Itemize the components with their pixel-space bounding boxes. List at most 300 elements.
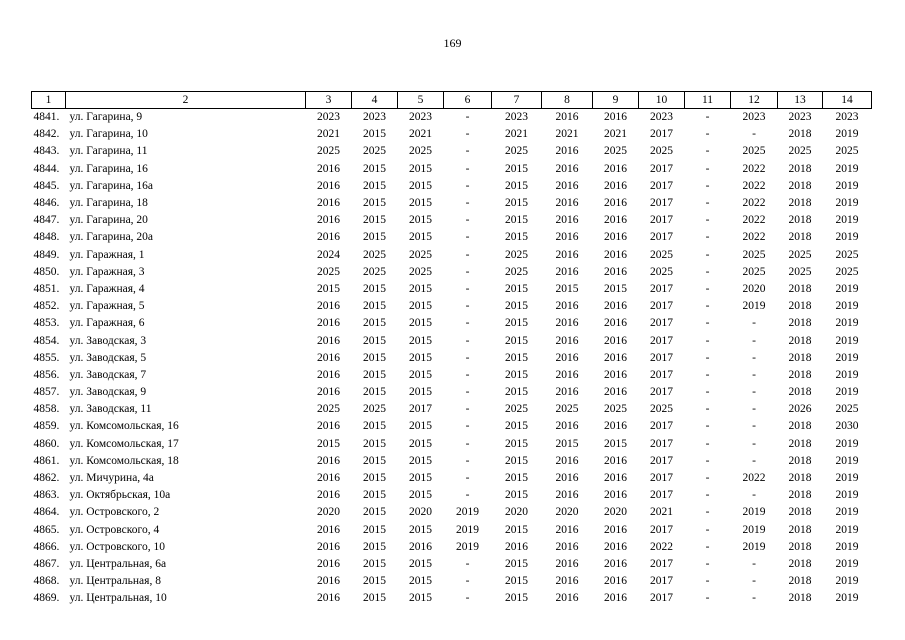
address-cell: ул. Заводская, 9: [69, 386, 147, 399]
year-cell: 2025: [742, 145, 766, 158]
year-cell: 2018: [788, 282, 812, 295]
table-row: [32, 539, 872, 556]
year-cell: 2019: [835, 214, 859, 227]
year-cell: 2016: [317, 575, 340, 588]
year-cell: 2025: [363, 145, 386, 158]
year-cell: 2016: [555, 334, 579, 347]
address-cell: ул. Гаражная, 3: [69, 265, 145, 278]
year-cell: 2016: [555, 540, 579, 553]
address-cell: ул. Островского, 2: [69, 506, 160, 519]
year-cell: 2016: [604, 300, 627, 313]
year-cell: 2022: [742, 472, 766, 485]
year-cell: 2015: [505, 282, 528, 295]
year-cell: 2025: [363, 248, 386, 261]
year-cell: 2018: [788, 454, 812, 467]
year-cell: 2016: [555, 420, 579, 433]
row-number: 4858.: [33, 403, 60, 416]
year-cell: 2015: [604, 282, 627, 295]
year-cell: -: [465, 282, 470, 295]
year-cell: 2019: [742, 506, 766, 519]
year-cell: -: [705, 540, 710, 553]
address-cell: ул. Центральная, 6а: [69, 557, 167, 570]
year-cell: 2017: [650, 351, 673, 364]
year-cell: -: [705, 145, 710, 158]
year-cell: 2022: [742, 231, 766, 244]
year-cell: -: [705, 128, 710, 141]
year-cell: 2015: [363, 351, 386, 364]
year-cell: 2016: [555, 592, 579, 605]
address-cell: ул. Заводская, 5: [69, 351, 147, 364]
address-cell: ул. Заводская, 3: [69, 334, 147, 347]
year-cell: 2017: [650, 317, 673, 330]
year-cell: 2020: [742, 282, 766, 295]
year-cell: -: [752, 368, 756, 381]
table-row: [32, 126, 872, 143]
year-cell: 2019: [742, 540, 766, 553]
year-cell: 2016: [604, 351, 627, 364]
year-cell: -: [752, 489, 756, 502]
year-cell: 2016: [317, 368, 340, 381]
year-cell: 2021: [505, 128, 528, 141]
row-number: 4843.: [33, 145, 60, 158]
table-row: [32, 384, 872, 401]
year-cell: 2015: [363, 128, 386, 141]
year-cell: 2016: [604, 162, 627, 175]
year-cell: 2016: [555, 523, 579, 536]
table-row: [32, 350, 872, 367]
year-cell: 2015: [363, 300, 386, 313]
table-row: [32, 470, 872, 487]
year-cell: 2015: [409, 420, 432, 433]
table-row: [32, 453, 872, 470]
column-header: 6: [444, 92, 492, 109]
table-row: [32, 487, 872, 504]
address-cell: ул. Островского, 10: [69, 540, 165, 553]
year-cell: 2016: [555, 197, 579, 210]
year-cell: 2025: [409, 145, 432, 158]
row-number: 4841.: [33, 111, 60, 124]
year-cell: 2022: [742, 214, 766, 227]
address-cell: ул. Гаражная, 6: [69, 317, 145, 330]
year-cell: -: [705, 557, 710, 570]
year-cell: 2016: [317, 317, 340, 330]
year-cell: 2021: [409, 128, 432, 141]
address-cell: ул. Центральная, 10: [69, 592, 167, 605]
year-cell: 2016: [317, 197, 340, 210]
year-cell: -: [705, 437, 710, 450]
address-cell: ул. Мичурина, 4а: [69, 472, 154, 485]
year-cell: 2015: [363, 317, 386, 330]
year-cell: 2016: [555, 454, 579, 467]
year-cell: 2019: [456, 523, 479, 536]
year-cell: 2025: [363, 265, 386, 278]
year-cell: 2019: [835, 162, 859, 175]
address-cell: ул. Гагарина, 16: [69, 162, 148, 175]
year-cell: 2025: [505, 403, 528, 416]
year-cell: 2016: [409, 540, 432, 553]
year-cell: 2018: [788, 231, 812, 244]
year-cell: 2015: [505, 472, 528, 485]
year-cell: 2016: [604, 472, 627, 485]
year-cell: 2016: [555, 265, 579, 278]
year-cell: 2015: [409, 351, 432, 364]
year-cell: 2022: [742, 179, 766, 192]
year-cell: 2016: [604, 248, 627, 261]
year-cell: 2019: [456, 540, 479, 553]
year-cell: 2016: [555, 351, 579, 364]
year-cell: -: [465, 454, 470, 467]
year-cell: 2015: [363, 282, 386, 295]
year-cell: -: [752, 420, 756, 433]
year-cell: 2025: [409, 265, 432, 278]
year-cell: 2016: [555, 162, 579, 175]
year-cell: -: [465, 111, 470, 124]
year-cell: 2015: [409, 575, 432, 588]
year-cell: 2022: [742, 162, 766, 175]
year-cell: 2015: [409, 489, 432, 502]
column-header: 4: [352, 92, 398, 109]
year-cell: 2021: [604, 128, 627, 141]
year-cell: -: [752, 351, 756, 364]
table-row: [32, 367, 872, 384]
year-cell: 2015: [363, 592, 386, 605]
year-cell: 2020: [505, 506, 528, 519]
year-cell: 2025: [650, 145, 673, 158]
year-cell: 2025: [835, 265, 859, 278]
header-row: [32, 92, 872, 109]
row-number: 4849.: [33, 248, 60, 261]
year-cell: 2017: [650, 523, 673, 536]
year-cell: 2018: [788, 300, 812, 313]
year-cell: 2015: [409, 179, 432, 192]
year-cell: 2018: [788, 317, 812, 330]
year-cell: 2015: [363, 334, 386, 347]
year-cell: -: [465, 248, 470, 261]
year-cell: 2015: [363, 575, 386, 588]
year-cell: 2019: [835, 231, 859, 244]
year-cell: 2017: [650, 282, 673, 295]
year-cell: 2020: [555, 506, 579, 519]
year-cell: 2018: [788, 162, 812, 175]
table-row: [32, 436, 872, 453]
table-row: [32, 522, 872, 539]
year-cell: 2019: [835, 472, 859, 485]
year-cell: 2019: [835, 575, 859, 588]
year-cell: 2015: [409, 472, 432, 485]
address-cell: ул. Гаражная, 1: [69, 248, 145, 261]
year-cell: 2015: [363, 437, 386, 450]
year-cell: -: [705, 454, 710, 467]
year-cell: 2015: [363, 506, 386, 519]
address-cell: ул. Гагарина, 16а: [69, 179, 154, 192]
year-cell: 2022: [650, 540, 673, 553]
year-cell: 2015: [505, 592, 528, 605]
row-number: 4847.: [33, 214, 60, 227]
year-cell: 2018: [788, 128, 812, 141]
year-cell: -: [705, 403, 710, 416]
year-cell: -: [705, 214, 710, 227]
year-cell: 2015: [555, 282, 579, 295]
year-cell: 2016: [317, 454, 340, 467]
year-cell: 2016: [555, 300, 579, 313]
year-cell: 2023: [317, 111, 340, 124]
year-cell: 2019: [835, 179, 859, 192]
table-row: [32, 590, 872, 607]
year-cell: -: [465, 368, 470, 381]
year-cell: 2018: [788, 575, 812, 588]
address-cell: ул. Заводская, 7: [69, 368, 147, 381]
row-number: 4845.: [33, 179, 60, 192]
year-cell: 2019: [835, 368, 859, 381]
year-cell: -: [705, 282, 710, 295]
year-cell: 2016: [317, 231, 340, 244]
year-cell: 2016: [555, 111, 579, 124]
year-cell: 2017: [650, 592, 673, 605]
year-cell: 2016: [555, 214, 579, 227]
year-cell: -: [465, 351, 470, 364]
year-cell: 2016: [604, 111, 627, 124]
year-cell: 2015: [409, 557, 432, 570]
year-cell: -: [752, 557, 756, 570]
address-cell: ул. Комсомольская, 16: [69, 420, 179, 433]
year-cell: 2025: [604, 403, 627, 416]
column-header: 8: [542, 92, 593, 109]
year-cell: -: [705, 317, 710, 330]
year-cell: 2025: [555, 403, 579, 416]
address-cell: ул. Октябрьская, 10а: [69, 489, 171, 502]
row-number: 4848.: [33, 231, 60, 244]
year-cell: 2015: [363, 540, 386, 553]
table-row: [32, 315, 872, 332]
year-cell: 2015: [363, 179, 386, 192]
year-cell: -: [465, 231, 470, 244]
table-row: [32, 229, 872, 246]
year-cell: 2025: [409, 248, 432, 261]
year-cell: 2016: [604, 592, 627, 605]
year-cell: 2019: [835, 334, 859, 347]
year-cell: 2018: [788, 592, 812, 605]
year-cell: 2015: [409, 523, 432, 536]
year-cell: 2015: [505, 334, 528, 347]
year-cell: 2016: [317, 472, 340, 485]
year-cell: 2017: [650, 437, 673, 450]
year-cell: 2019: [835, 300, 859, 313]
year-cell: -: [465, 197, 470, 210]
year-cell: 2018: [788, 557, 812, 570]
table-row: [32, 161, 872, 178]
year-cell: 2017: [650, 231, 673, 244]
year-cell: 2016: [604, 265, 627, 278]
year-cell: -: [705, 197, 710, 210]
year-cell: -: [465, 403, 470, 416]
year-cell: 2018: [788, 523, 812, 536]
column-header: 7: [492, 92, 542, 109]
year-cell: 2015: [363, 214, 386, 227]
year-cell: 2016: [505, 540, 528, 553]
row-number: 4866.: [33, 540, 60, 553]
year-cell: 2020: [409, 506, 432, 519]
year-cell: 2016: [555, 557, 579, 570]
table-row: [32, 247, 872, 264]
year-cell: 2023: [363, 111, 386, 124]
year-cell: 2017: [650, 128, 673, 141]
year-cell: 2015: [409, 368, 432, 381]
year-cell: 2019: [835, 454, 859, 467]
year-cell: 2015: [555, 437, 579, 450]
year-cell: -: [705, 334, 710, 347]
year-cell: 2015: [317, 437, 340, 450]
year-cell: 2023: [835, 111, 859, 124]
year-cell: 2017: [650, 197, 673, 210]
year-cell: 2017: [650, 214, 673, 227]
year-cell: 2017: [650, 386, 673, 399]
year-cell: 2016: [604, 368, 627, 381]
year-cell: -: [705, 111, 710, 124]
year-cell: 2025: [835, 145, 859, 158]
year-cell: 2015: [409, 214, 432, 227]
address-cell: ул. Островского, 4: [69, 523, 160, 536]
row-number: 4864.: [33, 506, 60, 519]
year-cell: 2016: [604, 179, 627, 192]
year-cell: 2020: [604, 506, 627, 519]
year-cell: 2017: [409, 403, 432, 416]
year-cell: 2025: [788, 145, 812, 158]
address-cell: ул. Заводская, 11: [69, 403, 152, 416]
year-cell: 2016: [604, 231, 627, 244]
year-cell: -: [465, 386, 470, 399]
year-cell: 2019: [835, 128, 859, 141]
row-number: 4856.: [33, 368, 60, 381]
year-cell: 2016: [604, 317, 627, 330]
year-cell: 2025: [788, 248, 812, 261]
year-cell: 2015: [363, 420, 386, 433]
year-cell: 2021: [317, 128, 340, 141]
year-cell: 2016: [317, 214, 340, 227]
year-cell: 2025: [317, 145, 340, 158]
year-cell: 2017: [650, 489, 673, 502]
year-cell: 2017: [650, 162, 673, 175]
year-cell: -: [465, 300, 470, 313]
year-cell: -: [465, 592, 470, 605]
year-cell: 2016: [317, 540, 340, 553]
year-cell: 2015: [505, 489, 528, 502]
address-cell: ул. Центральная, 8: [69, 575, 161, 588]
year-cell: 2018: [788, 420, 812, 433]
year-cell: 2018: [788, 334, 812, 347]
year-cell: -: [705, 368, 710, 381]
table-row: [32, 573, 872, 590]
year-cell: 2030: [835, 420, 859, 433]
year-cell: -: [705, 472, 710, 485]
year-cell: -: [465, 420, 470, 433]
year-cell: 2021: [650, 506, 673, 519]
year-cell: -: [705, 523, 710, 536]
table-row: [32, 298, 872, 315]
year-cell: 2015: [505, 420, 528, 433]
year-cell: 2015: [363, 162, 386, 175]
year-cell: 2016: [604, 575, 627, 588]
table-row: [32, 281, 872, 298]
year-cell: 2015: [409, 231, 432, 244]
table-row: [32, 195, 872, 212]
year-cell: 2016: [555, 489, 579, 502]
year-cell: 2018: [788, 368, 812, 381]
year-cell: 2015: [505, 231, 528, 244]
table-row: [32, 178, 872, 195]
year-cell: -: [752, 592, 756, 605]
row-number: 4842.: [33, 128, 60, 141]
year-cell: 2015: [409, 334, 432, 347]
year-cell: 2025: [650, 265, 673, 278]
year-cell: -: [465, 317, 470, 330]
year-cell: 2019: [835, 317, 859, 330]
year-cell: 2023: [505, 111, 528, 124]
year-cell: 2016: [604, 197, 627, 210]
year-cell: 2018: [788, 489, 812, 502]
year-cell: 2023: [409, 111, 432, 124]
year-cell: 2015: [409, 300, 432, 313]
column-header: 14: [823, 92, 872, 109]
year-cell: 2015: [505, 386, 528, 399]
table-row: [32, 264, 872, 281]
year-cell: -: [465, 557, 470, 570]
year-cell: 2025: [650, 403, 673, 416]
table-row: [32, 143, 872, 160]
year-cell: 2015: [505, 523, 528, 536]
year-cell: -: [705, 300, 710, 313]
address-cell: ул. Гагарина, 20а: [69, 231, 154, 244]
year-cell: 2016: [555, 575, 579, 588]
year-cell: -: [752, 454, 756, 467]
year-cell: -: [705, 592, 710, 605]
year-cell: 2016: [317, 334, 340, 347]
year-cell: 2023: [742, 111, 766, 124]
address-cell: ул. Гагарина, 9: [69, 111, 143, 124]
year-cell: 2019: [835, 489, 859, 502]
year-cell: 2016: [555, 231, 579, 244]
table-row: [32, 332, 872, 349]
year-cell: -: [752, 317, 756, 330]
year-cell: 2015: [363, 557, 386, 570]
year-cell: 2016: [604, 454, 627, 467]
year-cell: 2018: [788, 179, 812, 192]
row-number: 4865.: [33, 523, 60, 536]
year-cell: 2017: [650, 179, 673, 192]
year-cell: 2025: [317, 403, 340, 416]
year-cell: -: [465, 179, 470, 192]
year-cell: 2016: [604, 557, 627, 570]
year-cell: -: [705, 386, 710, 399]
year-cell: 2019: [835, 437, 859, 450]
year-cell: 2015: [505, 557, 528, 570]
year-cell: 2016: [317, 162, 340, 175]
year-cell: 2016: [555, 179, 579, 192]
row-number: 4869.: [33, 592, 60, 605]
year-cell: 2019: [835, 386, 859, 399]
year-cell: 2017: [650, 368, 673, 381]
row-number: 4852.: [33, 300, 60, 313]
year-cell: 2018: [788, 472, 812, 485]
year-cell: 2025: [505, 145, 528, 158]
year-cell: 2015: [505, 300, 528, 313]
address-cell: ул. Гагарина, 11: [69, 145, 148, 158]
year-cell: 2016: [604, 523, 627, 536]
year-cell: -: [705, 575, 710, 588]
table-row: [32, 556, 872, 573]
year-cell: -: [705, 162, 710, 175]
table-row: [32, 401, 872, 418]
column-header: 10: [639, 92, 685, 109]
